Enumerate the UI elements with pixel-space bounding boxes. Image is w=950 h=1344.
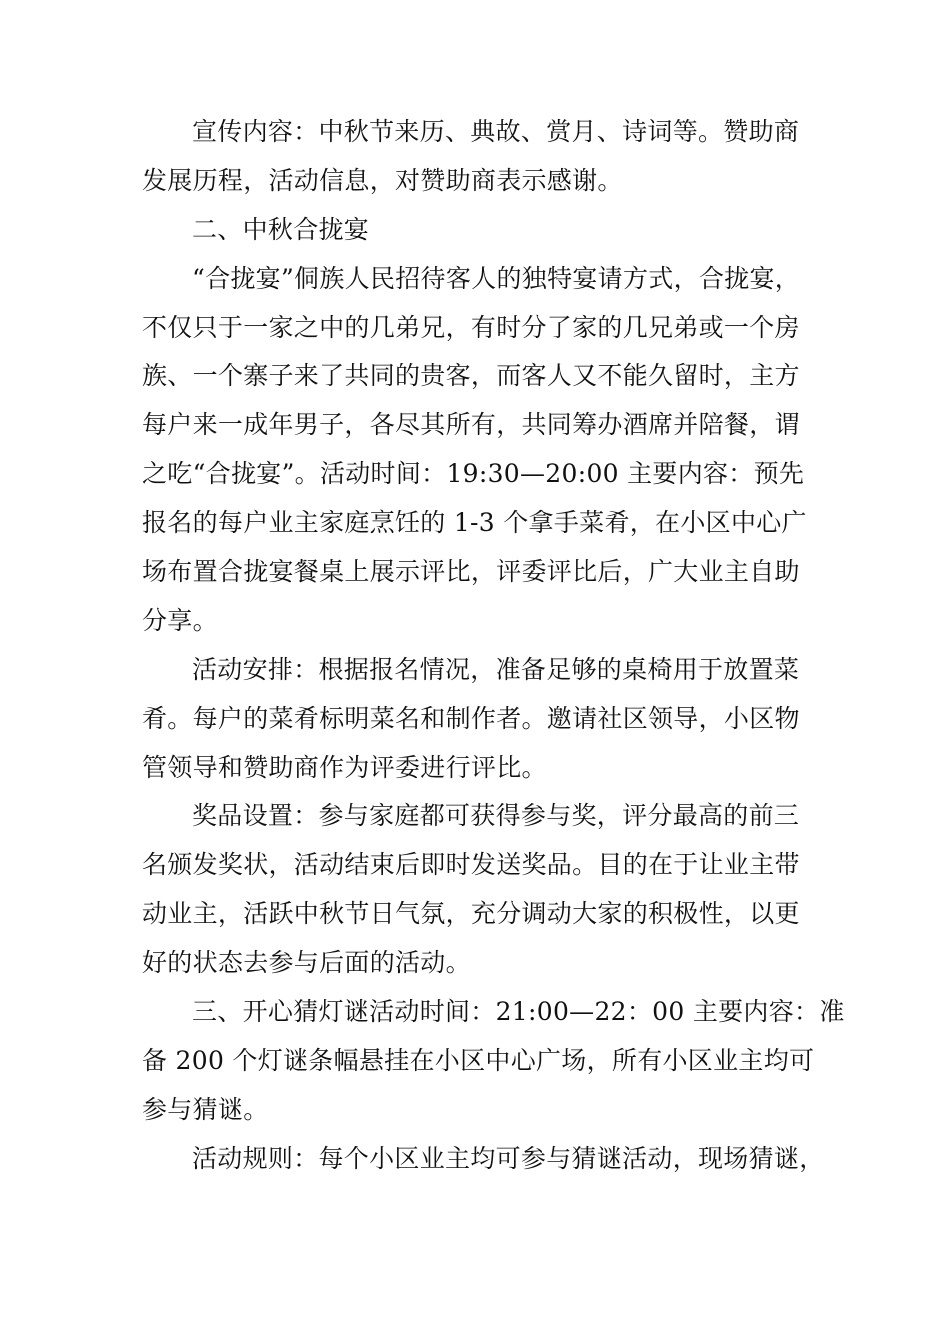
text-line: “合拢宴”侗族人民招待客人的独特宴请方式，合拢宴， xyxy=(192,263,801,293)
text-line: 报名的每户业主家庭烹饪的 1-3 个拿手菜肴，在小区中心广 xyxy=(142,508,807,538)
text-line: 活动规则：每个小区业主均可参与猜谜活动，现场猜谜， xyxy=(192,1143,825,1173)
text-line: 发展历程，活动信息，对赞助商表示感谢。 xyxy=(142,165,623,195)
document-body xyxy=(142,108,845,1184)
text-line: 之吃“合拢宴”。活动时间：19:30—20:00 主要内容：预先 xyxy=(142,459,805,489)
section-heading: 二、中秋合拢宴 xyxy=(192,214,370,244)
text-line: 族、一个寨子来了共同的贵客，而客人又不能久留时，主方 xyxy=(142,361,800,391)
text-line: 动业主，活跃中秋节日气氛，充分调动大家的积极性，以更 xyxy=(142,899,800,929)
text-line: 备 200 个灯谜条幅悬挂在小区中心广场，所有小区业主均可 xyxy=(142,1045,815,1075)
text-line: 宣传内容：中秋节来历、典故、赏月、诗词等。赞助商 xyxy=(192,117,800,146)
text-line: 场布置合拢宴餐桌上展示评比，评委评比后，广大业主自助 xyxy=(142,557,800,587)
text-line: 管领导和赞助商作为评委进行评比。 xyxy=(142,752,547,782)
text-line: 活动安排：根据报名情况，准备足够的桌椅用于放置菜 xyxy=(192,654,800,684)
section-heading: 三、开心猜灯谜活动时间：21:00—22：00 主要内容：准 xyxy=(192,997,845,1027)
text-line: 名颁发奖状，活动结束后即时发送奖品。目的在于让业主带 xyxy=(142,850,800,880)
text-line: 奖品设置：参与家庭都可获得参与奖，评分最高的前三 xyxy=(192,801,800,831)
text-line: 不仅只于一家之中的几弟兄，有时分了家的几兄弟或一个房 xyxy=(142,312,800,342)
text-line: 好的状态去参与后面的活动。 xyxy=(142,948,471,978)
text-line: 肴。每户的菜肴标明菜名和制作者。邀请社区领导，小区物 xyxy=(142,703,800,733)
text-line: 分享。 xyxy=(142,605,218,635)
text-line: 参与猜谜。 xyxy=(142,1094,269,1124)
text-line: 每户来一成年男子，各尽其所有，共同筹办酒席并陪餐，谓 xyxy=(142,410,800,440)
